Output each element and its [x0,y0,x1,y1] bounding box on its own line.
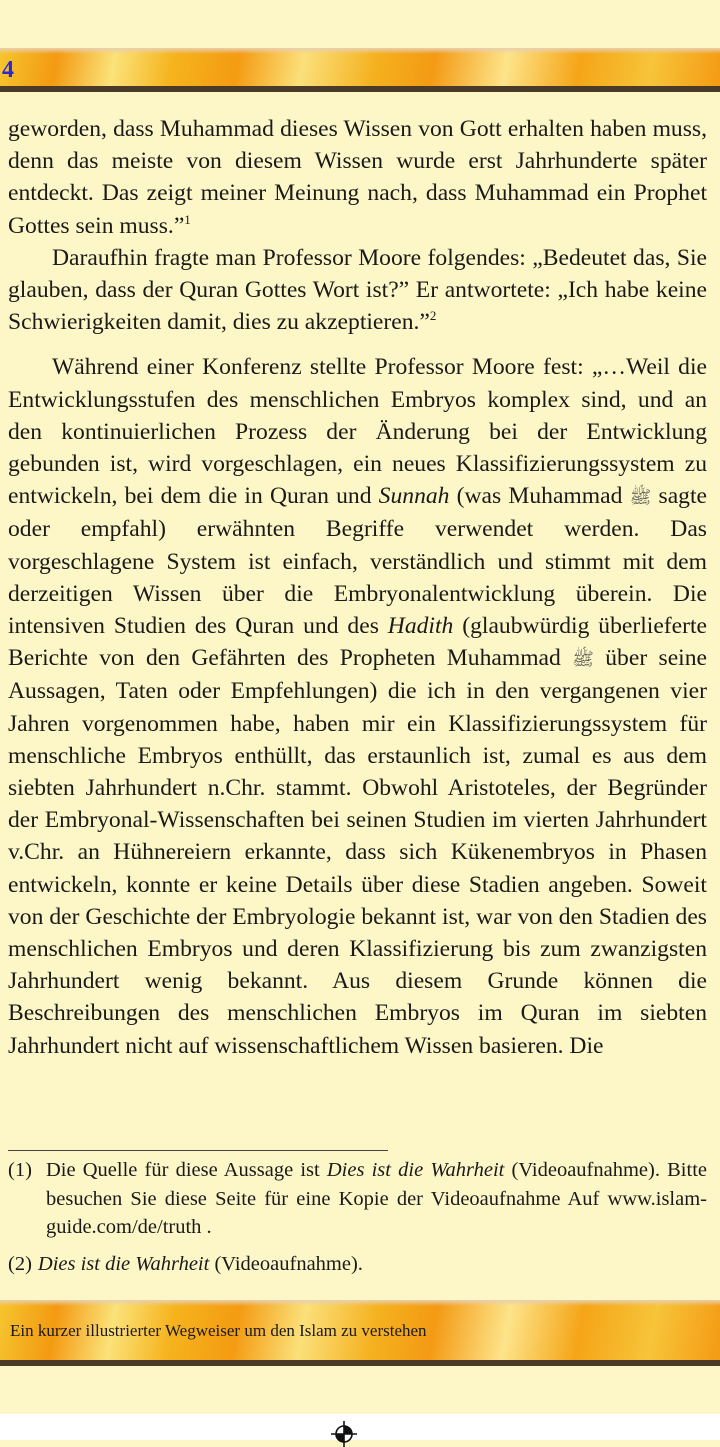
footnote-body [38,1250,707,1279]
footer-band [0,1300,720,1366]
header-band [0,48,720,92]
paragraph-3-text-c: sagte oder empfahl) erwähnten Begriffe verwendet werden. Das vorgeschlagene System ist einfach, verständlich und stimmt mit dem derzeitigen Wissen über die Embryonalentwicklung überein. Die intensiven Studien des Quran und des [8,483,707,640]
paragraph-1-text: geworden, dass Muhammad dieses Wissen von Gott erhalten haben muss, denn das meiste von diesem Wissen wurde erst Jahrhunderte später entdeckt. Das zeigt meiner Meinung nach, dass Muhammad ein Prophet Gottes sein muss.” [8,116,707,239]
footnote-title: Dies ist die Wahrheit [37,1252,210,1275]
paragraph-1 [8,113,707,242]
footnote-text: (Videoaufnahme). [209,1252,363,1275]
footnote-ref-2[interactable]: 2 [429,308,437,324]
term-hadith: Hadith [387,613,454,640]
paragraph-3-text-b: (was Muhammad [449,483,630,510]
footer-divider [0,1360,720,1366]
paragraph-3-text-a: Während einer Konferenz stellte Professor Moore fest: „…Weil die Entwicklungsstufen des menschlichen Embryos komplex sind, und an den kontinuierlichen Prozess der Änderung bei der Entwicklung gebunden ist, wird vorgeschlagen, ein neues Klassifizierungssystem zu entwickeln, bei dem die in Quran und [8,354,707,510]
footnote-number: (1) [8,1159,32,1181]
body-text [8,113,707,1062]
footnote-1 [8,1156,707,1242]
salutation-icon: ﷺ [572,649,594,670]
term-sunnah: Sunnah [378,483,450,510]
crosshair-registration-mark-icon [331,1421,357,1447]
footnote-text: Die Quelle für diese Aussage ist [46,1159,327,1181]
paragraph-2 [8,242,707,339]
paragraph-2-text: Daraufhin fragte man Professor Moore folgendes: „Bedeutet das, Sie glauben, dass der Quran Gottes Wort ist?” Er antwortete: „Ich habe keine Schwierigkeiten damit, dies zu akzeptieren.” [8,244,707,336]
footnotes [8,1156,707,1278]
page-margin-strip [0,1414,720,1440]
paragraph-3-text-d: (glaubwürdig überlieferte Berichte von den Gefährten des Propheten Muhammad [8,613,707,672]
paragraph-3 [8,351,707,1061]
salutation-icon: ﷺ [629,487,652,508]
footnote-number: (2) [8,1252,32,1275]
book-title: Ein kurzer illustrierter Wegweiser um den Islam zu verstehen [10,1321,427,1340]
header-divider [0,86,720,92]
footnote-text: (Videoaufnahme). Bitte besuchen Sie diese Seite für eine Kopie der Videoaufnahme Auf www.islam-guide.com/de/truth . [46,1159,707,1238]
footnote-body [46,1156,707,1242]
footnote-divider [8,1150,388,1151]
footnote-title: Dies ist die Wahrheit [326,1159,505,1181]
page-number: 4 [2,57,14,83]
paragraph-3-text-e: über seine Aussagen, Taten oder Empfehlungen) die ich in den vergangenen vier Jahren vorgenommen habe, haben mir ein Klassifizierungssystem für menschliche Embryos enthüllt, das erstaunlich ist, zumal es aus dem siebten Jahrhundert n.Chr. stammt. Obwohl Aristoteles, der Begründer der Embryonal-Wissenschaften bei seinen Studien im vierten Jahrhundert v.Chr. an Hühnereiern erkannte, dass sich Kükenembryos in Phasen entwickeln, konnte er keine Details über diese Stadien angeben. Soweit von der Geschichte der Embryologie bekannt ist, war von den Stadien des menschlichen Embryos und deren Klassifizierung bis zum zwanzigsten Jahrhundert wenig bekannt. Aus diesem Grunde können die Beschreibungen des menschlichen Embryos im Quran im siebten Jahrhundert nicht auf wissenschaftlichem Wissen basieren. Die [8,645,707,1059]
footnote-2 [8,1250,707,1279]
footnote-ref-1[interactable]: 1 [184,211,191,227]
